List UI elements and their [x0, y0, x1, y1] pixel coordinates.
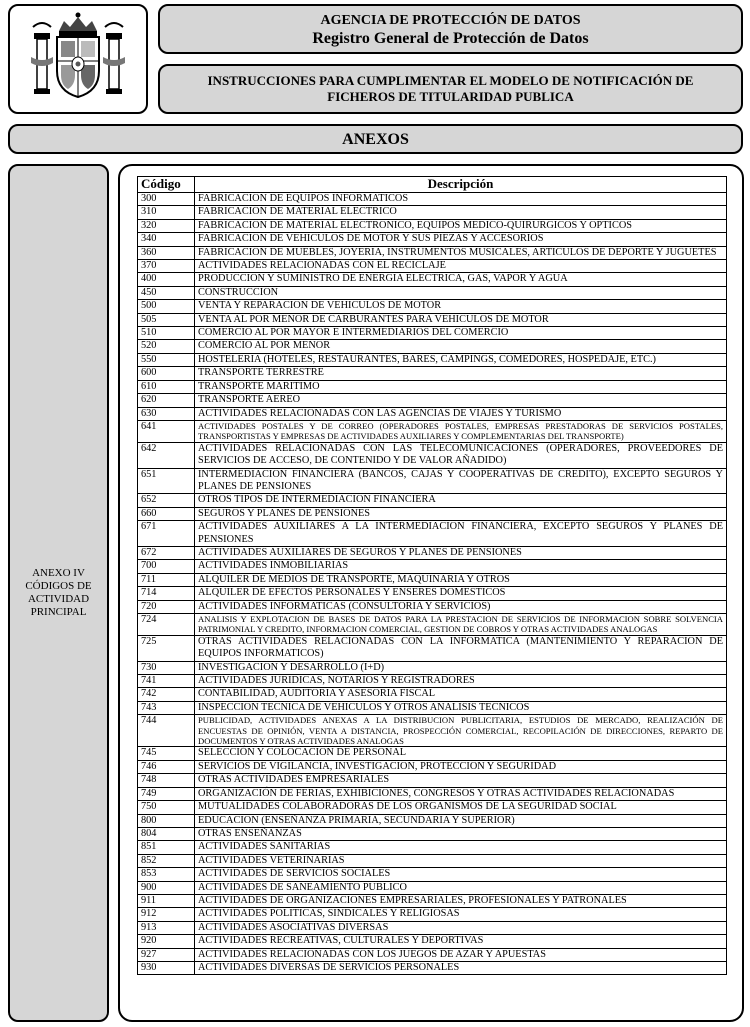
codes-panel [118, 164, 744, 1022]
table-row [138, 327, 727, 340]
table-row [138, 635, 727, 661]
column-header-description: Descripción [195, 177, 727, 193]
annex-subtitle-2: ACTIVIDAD [27, 593, 90, 605]
table-row [138, 961, 727, 974]
table-row [138, 468, 727, 494]
activity-description: TRANSPORTE TERRESTRE [195, 367, 727, 380]
table-row [138, 688, 727, 701]
annex-subtitle-1: CÓDIGOS DE [25, 580, 92, 592]
activity-description: VENTA AL POR MENOR DE CARBURANTES PARA VEHICULOS DE MOTOR [195, 313, 727, 326]
table-row [138, 340, 727, 353]
activity-description: CONSTRUCCION [195, 286, 727, 299]
table-row [138, 774, 727, 787]
activity-code: 672 [138, 546, 195, 559]
annex-subtitle-3: PRINCIPAL [30, 606, 87, 618]
table-row [138, 420, 727, 442]
table-row [138, 246, 727, 259]
activity-code: 620 [138, 394, 195, 407]
activity-description: ACTIVIDADES ASOCIATIVAS DIVERSAS [195, 921, 727, 934]
instructions-line-2: FICHEROS DE TITULARIDAD PUBLICA [327, 89, 574, 104]
activity-code: 642 [138, 442, 195, 468]
activity-code: 370 [138, 260, 195, 273]
activity-description: PUBLICIDAD, ACTIVIDADES ANEXAS A LA DISTRIBUCION PUBLICITARIA, ESTUDIOS DE MERCADO, REALIZACIÓN DE ENCUESTAS DE OPINIÓN, VENTA A DISTANCIA, PROSPECCIÓN COMERCIAL, RECOPILACIÓN DE DIRECCIONES, REPARTO DE DOCUMENTOS Y OTRAS ACTIVIDADES ANALOGAS [195, 715, 727, 747]
activity-code: 600 [138, 367, 195, 380]
table-row [138, 560, 727, 573]
table-row [138, 841, 727, 854]
table-body [138, 193, 727, 975]
activity-description: ACTIVIDADES DE SANEAMIENTO PUBLICO [195, 881, 727, 894]
agency-name: AGENCIA DE PROTECCIÓN DE DATOS [320, 13, 581, 28]
activity-description: ACTIVIDADES RELACIONADAS CON LOS JUEGOS DE AZAR Y APUESTAS [195, 948, 727, 961]
activity-code: 851 [138, 841, 195, 854]
activity-description: SELECCIÓN Y COLOCACION DE PERSONAL [195, 747, 727, 760]
table-row [138, 894, 727, 907]
activity-description: ACTIVIDADES JURIDICAS, NOTARIOS Y REGISTRADORES [195, 675, 727, 688]
table-row [138, 587, 727, 600]
table-row [138, 814, 727, 827]
activity-code: 671 [138, 521, 195, 547]
activity-code: 641 [138, 420, 195, 442]
activity-code: 911 [138, 894, 195, 907]
activity-description: ACTIVIDADES AUXILIARES A LA INTERMEDIACION FINANCIERA, EXCEPTO SEGUROS Y PLANES DE PENSIONES [195, 521, 727, 547]
table-row [138, 494, 727, 507]
activity-code: 913 [138, 921, 195, 934]
table-row [138, 507, 727, 520]
activity-code: 711 [138, 573, 195, 586]
table-row [138, 868, 727, 881]
activity-code: 651 [138, 468, 195, 494]
activity-code: 744 [138, 715, 195, 747]
table-row [138, 760, 727, 773]
activity-code: 748 [138, 774, 195, 787]
activity-code: 730 [138, 661, 195, 674]
registry-name: Registro General de Protección de Datos [312, 30, 589, 47]
activity-code: 630 [138, 407, 195, 420]
activity-description: ACTIVIDADES SANITARIAS [195, 841, 727, 854]
activity-code: 745 [138, 747, 195, 760]
activity-code: 310 [138, 206, 195, 219]
activity-code: 720 [138, 600, 195, 613]
activity-description: FABRICACION DE EQUIPOS INFORMATICOS [195, 193, 727, 206]
activity-code: 300 [138, 193, 195, 206]
activity-description: ACTIVIDADES INMOBILIARIAS [195, 560, 727, 573]
activity-code: 500 [138, 300, 195, 313]
activity-code: 724 [138, 614, 195, 636]
activity-code: 852 [138, 854, 195, 867]
table-row [138, 546, 727, 559]
activity-description: ACTIVIDADES AUXILIARES DE SEGUROS Y PLANES DE PENSIONES [195, 546, 727, 559]
activity-description: ACTIVIDADES INFORMATICAS (CONSULTORIA Y SERVICIOS) [195, 600, 727, 613]
activity-code: 700 [138, 560, 195, 573]
activity-description: FABRICACION DE VEHICULOS DE MOTOR Y SUS PIEZAS Y ACCESORIOS [195, 233, 727, 246]
activity-description: SERVICIOS DE VIGILANCIA, INVESTIGACION, PROTECCION Y SEGURIDAD [195, 760, 727, 773]
table-row [138, 908, 727, 921]
activity-description: ACTIVIDADES DE SERVICIOS SOCIALES [195, 868, 727, 881]
activity-code: 320 [138, 219, 195, 232]
activity-code: 505 [138, 313, 195, 326]
table-row [138, 948, 727, 961]
activity-code: 714 [138, 587, 195, 600]
activity-description: COMERCIO AL POR MENOR [195, 340, 727, 353]
activity-codes-table [137, 176, 727, 975]
activity-description: ORGANIZACIÓN DE FERIAS, EXHIBICIONES, CONGRESOS Y OTRAS ACTIVIDADES RELACIONADAS [195, 787, 727, 800]
activity-code: 725 [138, 635, 195, 661]
instructions-header [158, 64, 743, 114]
activity-code: 400 [138, 273, 195, 286]
activity-description: CONTABILIDAD, AUDITORIA Y ASESORIA FISCAL [195, 688, 727, 701]
instructions-line-1: INSTRUCCIONES PARA CUMPLIMENTAR EL MODELO DE NOTIFICACIÓN DE [207, 73, 694, 88]
activity-description: OTROS TIPOS DE INTERMEDIACION FINANCIERA [195, 494, 727, 507]
table-row [138, 193, 727, 206]
column-header-code: Código [138, 177, 195, 193]
activity-description: VENTA Y REPARACION DE VEHICULOS DE MOTOR [195, 300, 727, 313]
table-row [138, 219, 727, 232]
table-row [138, 394, 727, 407]
activity-description: FABRICACION DE MATERIAL ELECTRICO [195, 206, 727, 219]
activity-description: ACTIVIDADES RELACIONADAS CON LAS AGENCIAS DE VIAJES Y TURISMO [195, 407, 727, 420]
activity-code: 743 [138, 701, 195, 714]
activity-code: 360 [138, 246, 195, 259]
activity-code: 741 [138, 675, 195, 688]
activity-code: 927 [138, 948, 195, 961]
activity-description: ACTIVIDADES POLITICAS, SINDICALES Y RELIGIOSAS [195, 908, 727, 921]
table-row [138, 747, 727, 760]
activity-description: ACTIVIDADES VETERINARIAS [195, 854, 727, 867]
table-row [138, 273, 727, 286]
activity-code: 660 [138, 507, 195, 520]
activity-description: SEGUROS Y PLANES DE PENSIONES [195, 507, 727, 520]
activity-description: ACTIVIDADES RECREATIVAS, CULTURALES Y DEPORTIVAS [195, 935, 727, 948]
table-row [138, 206, 727, 219]
activity-description: EDUCACION (ENSEÑANZA PRIMARIA, SECUNDARIA Y SUPERIOR) [195, 814, 727, 827]
activity-description: ANALISIS Y EXPLOTACION DE BASES DE DATOS PARA LA PRESTACION DE SERVICIOS DE INFORMACION SOBRE SOLVENCIA PATRIMONIAL Y CREDITO, INFORMACION COMERCIAL, GESTION DE COBROS Y OTRAS ACTIVIDADES ANALOGAS [195, 614, 727, 636]
activity-code: 610 [138, 380, 195, 393]
activity-code: 742 [138, 688, 195, 701]
activity-code: 912 [138, 908, 195, 921]
activity-description: INVESTIGACION Y DESARROLLO (I+D) [195, 661, 727, 674]
table-row [138, 233, 727, 246]
activity-description: HOSTELERIA (HOTELES, RESTAURANTES, BARES, CAMPINGS, COMEDORES, HOSPEDAJE, ETC.) [195, 353, 727, 366]
activity-code: 510 [138, 327, 195, 340]
activity-code: 550 [138, 353, 195, 366]
table-row [138, 935, 727, 948]
activity-description: INSPECCION TECNICA DE VEHICULOS Y OTROS ANALISIS TECNICOS [195, 701, 727, 714]
table-row [138, 921, 727, 934]
activity-description: FABRICACION DE MUEBLES, JOYERIA, INSTRUMENTOS MUSICALES, ARTICULOS DE DEPORTE Y JUGUETES [195, 246, 727, 259]
table-row [138, 300, 727, 313]
table-row [138, 787, 727, 800]
section-title: ANEXOS [8, 124, 743, 154]
activity-description: ALQUILER DE EFECTOS PERSONALES Y ENSERES DOMESTICOS [195, 587, 727, 600]
activity-code: 920 [138, 935, 195, 948]
activity-description: TRANSPORTE MARITIMO [195, 380, 727, 393]
activity-description: OTRAS ENSEÑANZAS [195, 827, 727, 840]
table-row [138, 367, 727, 380]
coat-of-arms-box [8, 4, 148, 114]
activity-description: TRANSPORTE AEREO [195, 394, 727, 407]
activity-description: ACTIVIDADES RELACIONADAS CON EL RECICLAJE [195, 260, 727, 273]
activity-description: COMERCIO AL POR MAYOR E INTERMEDIARIOS DEL COMERCIO [195, 327, 727, 340]
activity-code: 853 [138, 868, 195, 881]
table-row [138, 442, 727, 468]
table-row [138, 715, 727, 747]
activity-description: ACTIVIDADES POSTALES Y DE CORREO (OPERADORES POSTALES, EMPRESAS PRESTADORAS DE SERVICIOS POSTALES, TRANSPORTISTAS Y EMPRESAS DE ACTIVIDADES AUXILIARES Y COMPLEMENTARIAS DEL TRANSPORTE) [195, 420, 727, 442]
table-header-row [138, 177, 727, 193]
activity-code: 340 [138, 233, 195, 246]
table-row [138, 881, 727, 894]
table-row [138, 801, 727, 814]
table-row [138, 573, 727, 586]
activity-description: ACTIVIDADES DIVERSAS DE SERVICIOS PERSONALES [195, 961, 727, 974]
table-row [138, 827, 727, 840]
activity-code: 900 [138, 881, 195, 894]
annex-sidebar [8, 164, 109, 1022]
activity-code: 450 [138, 286, 195, 299]
table-row [138, 600, 727, 613]
annex-label: ANEXO IV [32, 567, 85, 579]
activity-description: OTRAS ACTIVIDADES EMPRESARIALES [195, 774, 727, 787]
table-row [138, 313, 727, 326]
activity-code: 749 [138, 787, 195, 800]
activity-code: 652 [138, 494, 195, 507]
table-row [138, 353, 727, 366]
activity-code: 750 [138, 801, 195, 814]
table-row [138, 407, 727, 420]
table-row [138, 521, 727, 547]
activity-description: ALQUILER DE MEDIOS DE TRANSPORTE, MAQUINARIA Y OTROS [195, 573, 727, 586]
table-row [138, 854, 727, 867]
activity-code: 520 [138, 340, 195, 353]
coat-of-arms-icon [23, 9, 133, 109]
table-row [138, 661, 727, 674]
table-row [138, 675, 727, 688]
activity-description: INTERMEDIACION FINANCIERA (BANCOS, CAJAS Y COOPERATIVAS DE CREDITO), EXCEPTO SEGUROS Y PLANES DE PENSIONES [195, 468, 727, 494]
table-row [138, 614, 727, 636]
activity-description: ACTIVIDADES RELACIONADAS CON LAS TELECOMUNICACIONES (OPERADORES, PROVEEDORES DE SERVICIOS DE ACCESO, DE CONTENIDO Y DE VALOR AÑADIDO) [195, 442, 727, 468]
activity-code: 746 [138, 760, 195, 773]
activity-description: PRODUCCION Y SUMINISTRO DE ENERGIA ELECTRICA, GAS, VAPOR Y AGUA [195, 273, 727, 286]
table-row [138, 260, 727, 273]
activity-code: 930 [138, 961, 195, 974]
agency-header [158, 4, 743, 54]
activity-code: 800 [138, 814, 195, 827]
table-row [138, 701, 727, 714]
activity-description: ACTIVIDADES DE ORGANIZACIONES EMPRESARIALES, PROFESIONALES Y PATRONALES [195, 894, 727, 907]
activity-description: FABRICACION DE MATERIAL ELECTRONICO, EQUIPOS MEDICO-QUIRURGICOS Y OPTICOS [195, 219, 727, 232]
table-row [138, 380, 727, 393]
activity-code: 804 [138, 827, 195, 840]
activity-description: MUTUALIDADES COLABORADORAS DE LOS ORGANISMOS DE LA SEGURIDAD SOCIAL [195, 801, 727, 814]
table-row [138, 286, 727, 299]
activity-description: OTRAS ACTIVIDADES RELACIONADAS CON LA INFORMATICA (MANTENIMIENTO Y REPARACION DE EQUIPOS INFORMATICOS) [195, 635, 727, 661]
